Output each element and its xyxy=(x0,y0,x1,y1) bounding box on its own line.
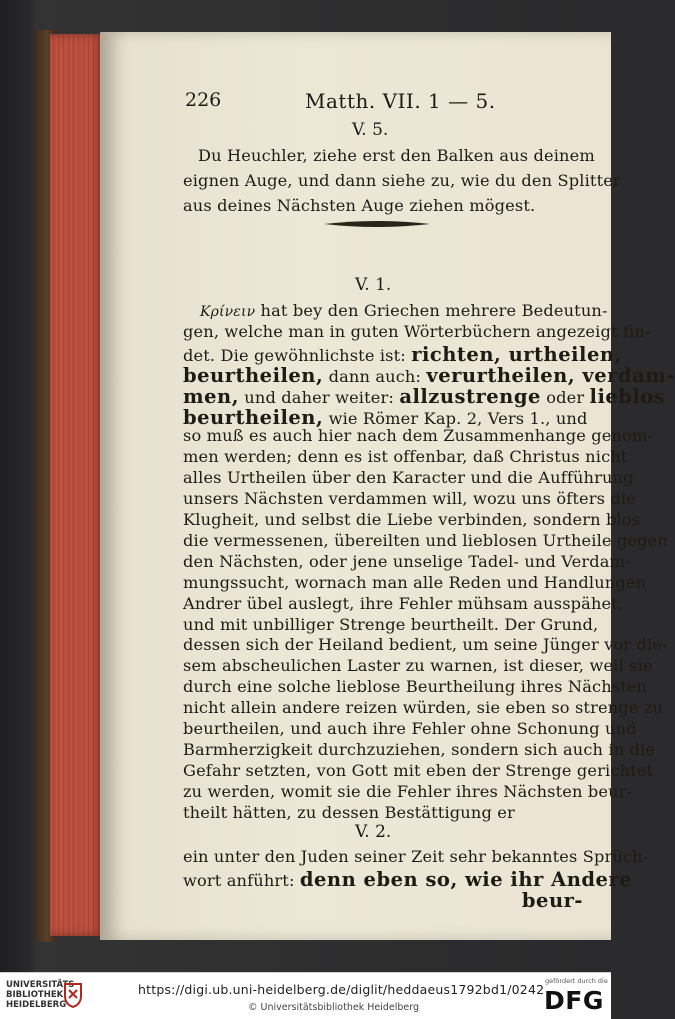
viewer-footer xyxy=(0,972,611,1019)
verse-1-line xyxy=(183,615,598,634)
verse-1-line xyxy=(183,761,653,780)
verse-5-heading: V. 5. xyxy=(352,120,389,140)
body-text: dessen sich der Heiland bedient, um seine Jünger vor die- xyxy=(183,635,668,655)
logo-line: HEIDELBERG xyxy=(6,1000,67,1010)
body-text: so muß es auch hier nach dem Zusammenhange genom- xyxy=(183,426,654,446)
verse-1-heading: V. 1. xyxy=(355,275,392,295)
verse-1-line xyxy=(183,510,640,529)
verse-1-line xyxy=(200,301,608,320)
emphasis-text: denn eben so, wie ihr Andere xyxy=(299,868,633,891)
ornament-rule xyxy=(322,219,432,229)
verse-2-line xyxy=(183,868,632,891)
body-text: Barmherzigkeit durchzuziehen, sondern sich auch in die xyxy=(183,739,656,759)
verse-1-line xyxy=(183,677,647,696)
verse-1-line xyxy=(183,803,515,822)
body-text: und mit unbilliger Strenge beurtheilt. Der Grund, xyxy=(183,614,599,634)
verse-1-line xyxy=(183,406,588,429)
body-text: men werden; denn es ist offenbar, daß Christus nicht xyxy=(183,447,628,467)
verse-1-line xyxy=(183,447,628,466)
verse-1-line xyxy=(183,385,665,408)
body-text: Andrer übel auslegt, ihre Fehler mühsam ausspähet, xyxy=(183,593,624,613)
funding-note: gefördert durch die xyxy=(545,977,608,985)
body-text: theilt hätten, zu dessen Bestättigung er xyxy=(183,802,515,822)
emphasis-text: lieblos xyxy=(589,384,666,408)
body-text: ein unter den Juden seiner Zeit sehr bekanntes Sprüch- xyxy=(183,847,649,866)
page-red-edges xyxy=(50,34,105,936)
emphasis-text: beurtheilen, xyxy=(183,363,324,387)
emphasis-text: beur- xyxy=(521,889,583,912)
verse-1-line xyxy=(183,364,675,387)
emphasis-text: richten, urtheilen, xyxy=(411,342,622,366)
body-text: gen, welche man in guten Wörterbüchern angezeigt fin- xyxy=(183,321,651,341)
body-text: durch eine solche lieblose Beurtheilung ihres Nächsten xyxy=(183,677,648,697)
verse-1-line xyxy=(183,343,622,366)
verse-1-line xyxy=(183,552,631,571)
emphasis-text: verurtheilen, verdam- xyxy=(426,363,675,387)
logo-line: UNIVERSITÄTS- xyxy=(6,980,78,990)
running-head: Matth. VII. 1 — 5. xyxy=(305,89,496,113)
book-page xyxy=(100,32,675,940)
page-url-link[interactable]: https://digi.ub.uni-heidelberg.de/diglit/heddaeus1792bd1/0242 xyxy=(138,982,545,997)
verse-1-line xyxy=(183,573,646,592)
copyright-notice: © Universitätsbibliothek Heidelberg xyxy=(248,1002,420,1013)
body-text: und daher weiter: xyxy=(239,387,400,407)
verse-1-line xyxy=(183,594,623,613)
body-text: hat bey den Griechen mehrere Bedeutun- xyxy=(255,301,608,320)
verse-1-line xyxy=(183,468,634,487)
page-number: 226 xyxy=(185,89,222,111)
body-text: Klugheit, und selbst die Liebe verbinden, sondern blos xyxy=(183,510,641,529)
verse-5-line: aus deines Nächsten Auge ziehen mögest. xyxy=(183,196,536,215)
body-text: unsers Nächsten verdammen will, wozu uns öfters die xyxy=(183,489,636,509)
verse-1-line xyxy=(183,740,655,759)
body-text: oder xyxy=(540,387,590,407)
verse-1-line xyxy=(183,698,663,717)
university-emblem-icon xyxy=(62,982,84,1008)
body-text: mungssucht, wornach man alle Reden und Handlungen xyxy=(183,572,647,592)
dfg-logo: DFG xyxy=(544,986,604,1015)
emphasis-text: beurtheilen, xyxy=(183,405,324,429)
verse-1-line xyxy=(183,656,653,675)
verse-2-heading: V. 2. xyxy=(355,822,392,842)
body-text: sem abscheulichen Laster zu warnen, ist dieser, weil sie xyxy=(183,656,653,676)
verse-1-line xyxy=(183,782,632,801)
verse-1-line xyxy=(183,322,651,341)
body-text: dann auch: xyxy=(323,366,427,386)
verse-1-line xyxy=(183,531,668,550)
body-text: alles Urtheilen über den Karacter und die Aufführung xyxy=(183,468,634,488)
body-text: wort anführt: xyxy=(183,871,300,890)
body-text: die vermessenen, übereilten und lieblosen Urtheile gegen xyxy=(183,530,668,550)
body-text: beurtheilen, und auch ihre Fehler ohne Schonung und xyxy=(183,719,637,738)
verse-1-line xyxy=(183,426,653,445)
emphasis-text: allzustrenge xyxy=(399,384,541,408)
body-text: wie Römer Kap. 2, Vers 1., und xyxy=(323,408,588,428)
verse-1-line xyxy=(183,489,636,508)
verse-2-line xyxy=(522,889,583,912)
body-text: nicht allein andere reizen würden, sie eben so strenge zu xyxy=(183,698,664,718)
verse-2-line xyxy=(183,847,648,866)
verse-5-line: Du Heuchler, ziehe erst den Balken aus deinem xyxy=(198,146,595,165)
logo-line: BIBLIOTHEK xyxy=(6,990,64,1000)
body-text: Gefahr setzten, von Gott mit eben der Strenge gerichtet xyxy=(183,760,654,780)
verse-1-line xyxy=(183,719,637,738)
verse-1-line xyxy=(183,635,668,654)
body-text: den Nächsten, oder jene unselige Tadel- und Verdam- xyxy=(183,551,631,571)
verse-5-line: eignen Auge, und dann siehe zu, wie du den Splitter xyxy=(183,171,621,190)
body-text: det. Die gewöhnlichste ist: xyxy=(183,345,412,365)
emphasis-text: men, xyxy=(183,384,240,408)
greek-word: Κρίνειν xyxy=(200,304,256,320)
body-text: zu werden, womit sie die Fehler ihres Nächsten beur- xyxy=(183,781,633,801)
